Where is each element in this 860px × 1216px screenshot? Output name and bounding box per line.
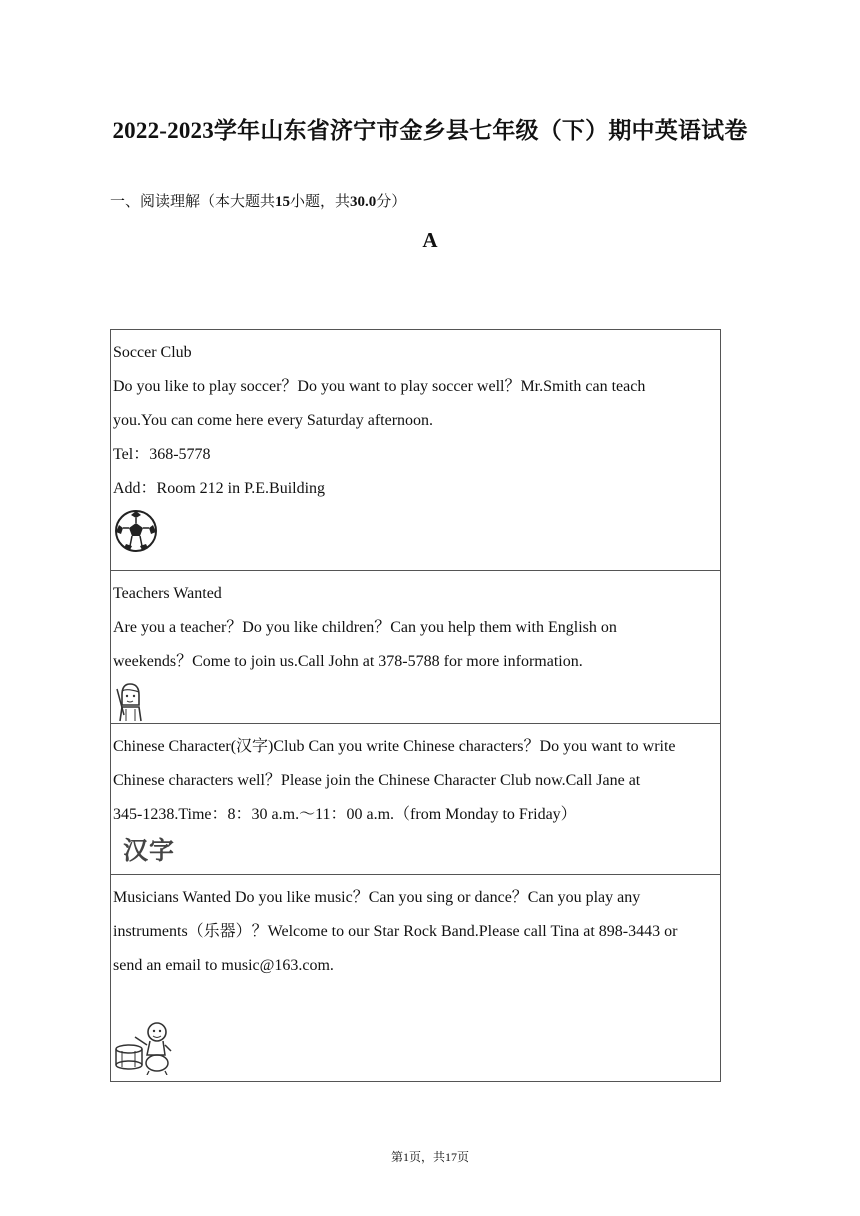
- question-count: 15: [275, 194, 291, 210]
- ad-cell: [111, 330, 721, 571]
- ad-text-line: weekends？Come to join us.Call John at 378-5788 for more information.: [113, 653, 583, 670]
- ad-row-musicians-wanted: [111, 875, 721, 1082]
- ad-text-line: Chinese characters well？Please join the Chinese Character Club now.Call Jane at: [113, 772, 641, 789]
- ad-text-line: Tel：368-5778: [113, 446, 211, 463]
- ad-text-line: Are you a teacher？Do you like children？Can you help them with English on: [113, 619, 617, 636]
- ad-heading: Teachers Wanted: [113, 585, 222, 602]
- ad-row-chinese-character-club: [111, 724, 721, 875]
- ads-table: [110, 329, 721, 1082]
- ad-text-line: send an email to music@163.com.: [113, 957, 334, 974]
- ad-cell: [111, 571, 721, 724]
- section-score: 30.0: [350, 194, 377, 210]
- drummer-drawing-icon: [113, 1019, 175, 1075]
- ad-text-line: Chinese Character(汉字)Club Can you write Chinese characters？Do you want to write: [113, 738, 676, 755]
- section-prefix: 一、阅读理解（本大题共: [110, 194, 276, 210]
- passage-label: A: [422, 228, 438, 252]
- exam-title: 2022-2023学年山东省济宁市金乡县七年级（下）期中英语试卷: [112, 118, 748, 143]
- section-heading: [110, 190, 406, 211]
- ad-row-soccer-club: [111, 330, 721, 571]
- ad-text-line: 345-1238.Time：8：30 a.m.～11：00 a.m.（from Monday to Friday）: [113, 806, 577, 823]
- ad-cell: [111, 724, 721, 875]
- ad-cell: [111, 875, 721, 1082]
- teacher-drawing-icon: [113, 681, 147, 723]
- ad-text-line: Add：Room 212 in P.E.Building: [113, 480, 326, 497]
- ad-text-line: Musicians Wanted Do you like music？Can you sing or dance？Can you play any: [113, 889, 641, 906]
- soccer-ball-icon: [113, 508, 159, 554]
- section-mid: 小题，共: [290, 194, 351, 210]
- ad-text-line: you.You can come here every Saturday afternoon.: [113, 412, 434, 429]
- ad-heading: Soccer Club: [113, 344, 192, 361]
- chinese-characters-image: 汉字: [123, 836, 176, 865]
- ad-text-line: instruments（乐器）？Welcome to our Star Rock Band.Please call Tina at 898-3443 or: [113, 923, 678, 940]
- ad-row-teachers-wanted: [111, 571, 721, 724]
- section-suffix: 分）: [376, 194, 407, 210]
- page-footer: 第1页，共17页: [390, 1150, 469, 1164]
- ad-text-line: Do you like to play soccer？Do you want to play soccer well？Mr.Smith can teach: [113, 378, 646, 395]
